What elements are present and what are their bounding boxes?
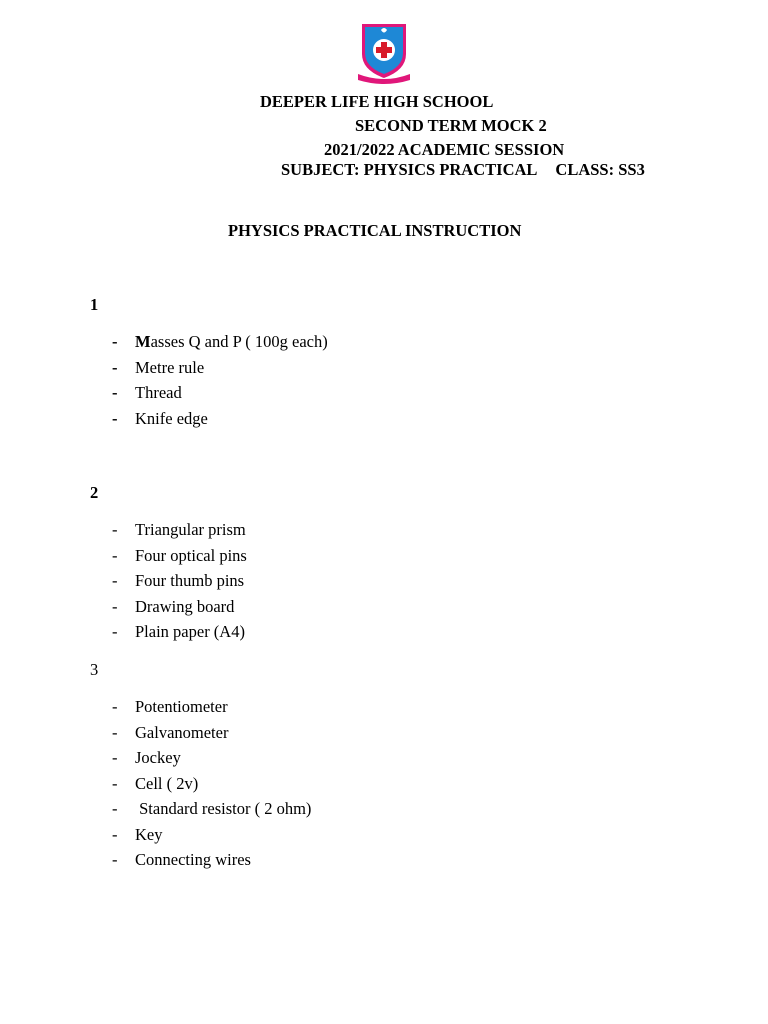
bullet-dash: - — [112, 408, 118, 428]
item-text: Metre rule — [135, 357, 205, 377]
list-item — [112, 520, 247, 546]
bullet-dash: - — [112, 545, 118, 565]
item-text: Jockey — [135, 748, 181, 767]
list-item — [112, 409, 328, 435]
list-item — [112, 774, 311, 800]
school-logo — [355, 18, 413, 86]
subject-label: SUBJECT: PHYSICS PRACTICAL — [281, 160, 538, 179]
list-item — [112, 597, 247, 623]
bullet-dash: - — [112, 773, 118, 793]
bullet-dash: - — [112, 332, 118, 351]
bullet-dash: - — [112, 571, 118, 590]
item-text: Triangular prism — [135, 520, 246, 539]
item-initial: M — [135, 332, 151, 351]
list-item — [112, 825, 311, 851]
bullet-dash: - — [112, 622, 118, 641]
item-text: Drawing board — [135, 596, 235, 616]
item-text: Plain paper (A4) — [135, 622, 245, 641]
list-item — [112, 383, 328, 409]
section-number-3: 3 — [90, 660, 99, 679]
list-item — [112, 723, 311, 749]
list-item — [112, 546, 247, 572]
item-text: Galvanometer — [135, 722, 229, 742]
section-2-list — [112, 520, 247, 648]
item-text: Connecting wires — [135, 850, 251, 869]
bullet-dash: - — [112, 596, 118, 616]
bullet-dash: - — [112, 697, 118, 716]
list-item — [112, 850, 311, 876]
school-name: DEEPER LIFE HIGH SCHOOL — [260, 92, 494, 111]
bullet-dash: - — [112, 748, 118, 767]
list-item — [112, 332, 328, 358]
item-text: Four thumb pins — [135, 571, 245, 590]
bullet-dash: - — [112, 824, 118, 844]
item-text: Knife edge — [135, 408, 208, 428]
item-text: asses Q and P ( 100g each) — [150, 332, 328, 351]
bullet-dash: - — [112, 520, 118, 539]
class-label: CLASS: SS3 — [555, 160, 645, 179]
list-item — [112, 697, 311, 723]
list-item — [112, 358, 328, 384]
bullet-dash: - — [112, 799, 118, 818]
bullet-dash: - — [112, 722, 118, 742]
list-item — [112, 748, 311, 774]
item-text: Four optical pins — [135, 545, 247, 565]
exam-name: SECOND TERM MOCK 2 — [355, 116, 547, 135]
crest-icon — [355, 18, 413, 86]
bullet-dash: - — [112, 357, 118, 377]
list-item — [112, 571, 247, 597]
academic-session: 2021/2022 ACADEMIC SESSION — [324, 140, 565, 159]
subject-class-line — [281, 160, 645, 180]
list-item — [112, 799, 311, 825]
item-text: Standard resistor ( 2 ohm) — [135, 799, 312, 818]
bullet-dash: - — [112, 383, 118, 402]
item-text: Cell ( 2v) — [135, 773, 199, 793]
item-text: Potentiometer — [135, 697, 228, 716]
list-item — [112, 622, 247, 648]
bullet-dash: - — [112, 850, 118, 869]
document-title: PHYSICS PRACTICAL INSTRUCTION — [228, 221, 522, 240]
section-number-1: 1 — [90, 295, 99, 314]
item-text: Key — [135, 824, 163, 844]
section-number-2: 2 — [90, 483, 99, 502]
section-1-list — [112, 332, 328, 434]
section-3-list — [112, 697, 311, 876]
item-text: Thread — [135, 383, 182, 402]
